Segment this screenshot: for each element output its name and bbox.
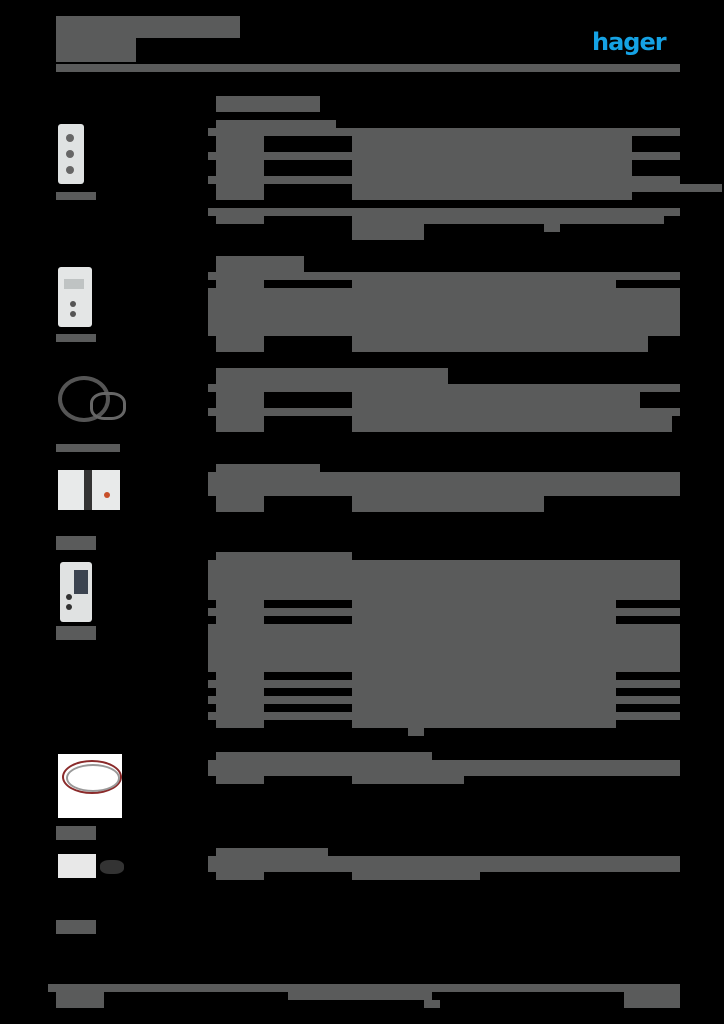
table-cell: [352, 216, 664, 224]
product-caption: [56, 826, 96, 840]
product-image-undervoltage-release: [56, 560, 96, 624]
table-row: [208, 712, 680, 720]
document-title: [56, 16, 240, 38]
footer-right: [624, 992, 680, 1008]
product-caption: [56, 536, 96, 550]
product-heading: [216, 120, 336, 128]
product-image-wire-harness: [56, 752, 124, 820]
document-subtitle: [56, 38, 136, 62]
table-cell: [544, 224, 560, 232]
footer-rule: [48, 984, 680, 992]
table-cell: [352, 872, 480, 880]
product-image-locking-accessory: [56, 850, 128, 880]
table-row: [208, 680, 680, 688]
table-cell: [352, 416, 672, 432]
footer-left: [56, 992, 104, 1008]
table-row: [208, 560, 680, 600]
table-row: [208, 856, 680, 872]
product-heading: [216, 552, 352, 560]
table-row: [208, 608, 680, 616]
footer-center-sub: [424, 1000, 440, 1008]
table-row: [208, 472, 680, 496]
footer-center: [288, 992, 432, 1000]
product-image-motor-operator: [56, 466, 124, 512]
product-image-coiled-cable: [56, 372, 128, 422]
product-heading: [216, 464, 320, 472]
section-heading: [216, 96, 320, 112]
product-image-auxiliary-contact: [56, 120, 92, 186]
table-row: [352, 184, 722, 192]
table-cell: [352, 776, 464, 784]
table-row: [208, 288, 680, 336]
table-cell: [216, 216, 264, 224]
table-row: [208, 624, 680, 672]
table-cell: [216, 136, 264, 200]
table-cell: [352, 336, 648, 352]
product-caption: [56, 626, 96, 640]
table-row: [208, 152, 680, 160]
table-cell: [216, 496, 264, 512]
table-row: [208, 208, 680, 216]
product-caption: [56, 444, 120, 452]
product-heading: [216, 256, 304, 272]
product-heading: [216, 752, 432, 760]
table-cell: [216, 872, 264, 880]
hager-logo: hager: [592, 28, 666, 56]
product-caption: [56, 192, 96, 200]
table-row: [208, 176, 680, 184]
table-row: [208, 696, 680, 704]
product-image-shunt-trip: [56, 265, 96, 329]
table-row: [208, 408, 680, 416]
table-row: [208, 272, 680, 280]
table-cell: [352, 496, 544, 512]
table-row: [208, 760, 680, 776]
product-caption: [56, 334, 96, 342]
product-heading: [216, 368, 448, 384]
product-caption: [56, 920, 96, 934]
table-row: [208, 128, 680, 136]
table-cell: [408, 728, 424, 736]
header-rule: [56, 64, 680, 72]
table-row: [208, 384, 680, 392]
product-heading: [216, 848, 328, 856]
table-cell: [352, 224, 424, 240]
table-cell: [216, 776, 264, 784]
